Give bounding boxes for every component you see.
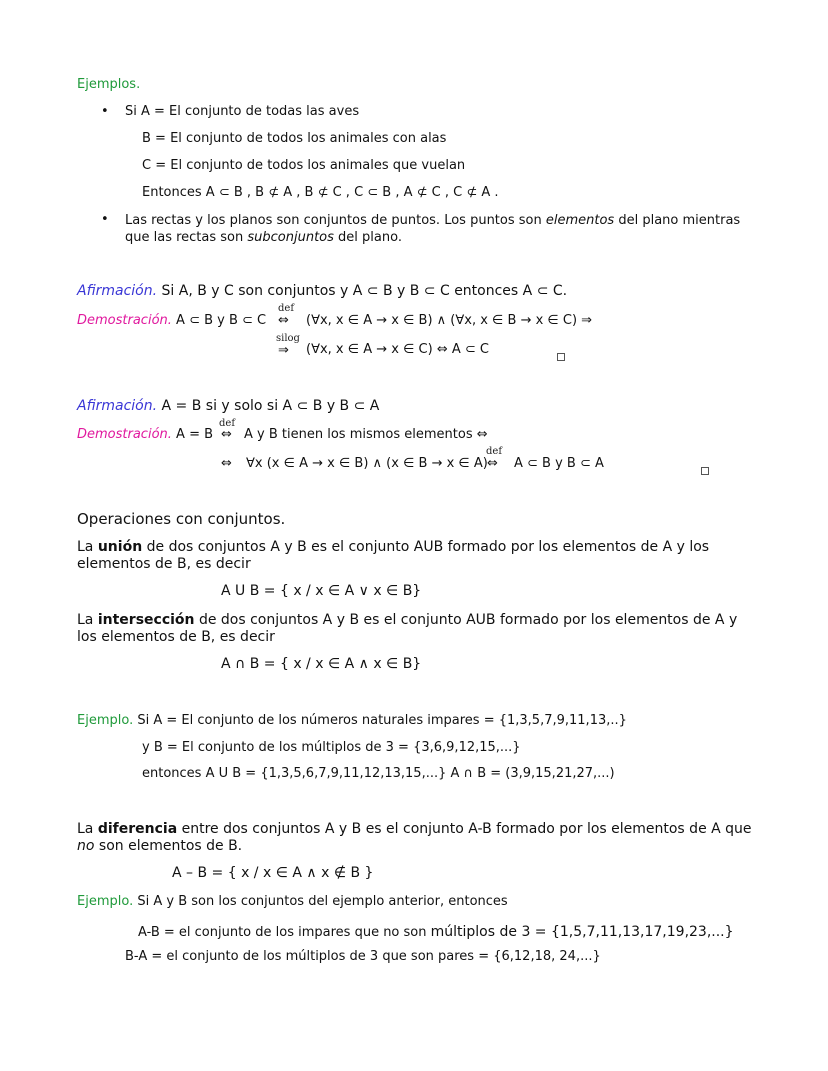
def-label-2: def bbox=[219, 418, 236, 429]
example-conclusion: Entonces A ⊂ B , B ⊄ A , B ⊄ C , C ⊂ B , A ⊄ C , C ⊄ A . bbox=[142, 185, 499, 200]
claim-2: Afirmación. A = B si y solo si A ⊂ B y B ⊂ A bbox=[77, 398, 380, 414]
proof-1-line-1: (∀x, x ∈ A → x ∈ B) ∧ (∀x, x ∈ B → x ∈ C) ⇒ bbox=[306, 313, 593, 328]
qed-2 bbox=[701, 460, 709, 479]
qed-1 bbox=[557, 346, 565, 365]
example-2-line-2: y B = El conjunto de los múltiplos de 3 = {3,6,9,12,15,...} bbox=[142, 740, 521, 755]
points-paragraph: Las rectas y los planos son conjuntos de puntos. Los puntos son elementos del plano mientras que las rectas son subconjuntos del plano. bbox=[125, 213, 741, 245]
example-3-label: Ejemplo. bbox=[77, 894, 134, 909]
example-2-label: Ejemplo. bbox=[77, 713, 134, 728]
implies-symbol: ⇒ bbox=[278, 343, 289, 358]
example-3-intro: Ejemplo. Si A y B son los conjuntos del ejemplo anterior, entonces bbox=[77, 894, 508, 909]
proof-1-line-2: (∀x, x ∈ A → x ∈ C) ⇔ A ⊂ C bbox=[306, 342, 489, 357]
example-line-c: C = El conjunto de todos los animales que vuelan bbox=[142, 158, 466, 173]
proof-2-start: Demostración. A = B bbox=[77, 427, 214, 442]
iff-symbol-3: ⇔ bbox=[221, 456, 232, 471]
def-label-1: def bbox=[278, 303, 295, 314]
examples-heading: Ejemplos. bbox=[77, 77, 141, 92]
intersection-definition: La intersección de dos conjuntos A y B es el conjunto AUB formado por los elementos de A y los elementos de B, es decir bbox=[77, 612, 738, 645]
bullet-2: • bbox=[101, 212, 109, 227]
claim-1-label: Afirmación. bbox=[77, 283, 158, 299]
proof-1-start: Demostración. A ⊂ B y B ⊂ C bbox=[77, 313, 267, 328]
union-formula: A U B = { x / x ∈ A ∨ x ∈ B} bbox=[221, 583, 422, 599]
proof-2-label: Demostración. bbox=[77, 427, 172, 442]
proof-2-conclusion: A ⊂ B y B ⊂ A bbox=[514, 456, 604, 471]
difference-formula: A – B = { x / x ∈ A ∧ x ∉ B } bbox=[172, 865, 374, 881]
example-2-line-1: Ejemplo. Si A = El conjunto de los números naturales impares = {1,3,5,7,9,11,13,..} bbox=[77, 713, 627, 728]
union-definition: La unión de dos conjuntos A y B es el conjunto AUB formado por los elementos de A y los elementos de B, es decir bbox=[77, 539, 710, 572]
iff-symbol-1: ⇔ bbox=[278, 313, 289, 328]
example-3-line-1: A-B = el conjunto de los impares que no son múltiplos de 3 = {1,5,7,11,13,17,19,23,...} bbox=[138, 924, 734, 940]
silog-label: silog bbox=[276, 333, 300, 344]
iff-symbol-4: ⇔ bbox=[487, 456, 498, 471]
intersection-formula: A ∩ B = { x / x ∈ A ∧ x ∈ B} bbox=[221, 656, 422, 672]
claim-1: Afirmación. Si A, B y C son conjuntos y A ⊂ B y B ⊂ C entonces A ⊂ C. bbox=[77, 283, 568, 299]
iff-symbol-2: ⇔ bbox=[221, 427, 232, 442]
proof-2-line-1: A y B tienen los mismos elementos ⇔ bbox=[244, 427, 488, 442]
example-line-a: Si A = El conjunto de todas las aves bbox=[125, 104, 360, 119]
bullet-1: • bbox=[101, 104, 109, 119]
operations-title: Operaciones con conjuntos. bbox=[77, 510, 286, 528]
claim-2-label: Afirmación. bbox=[77, 398, 158, 414]
proof-1-label: Demostración. bbox=[77, 313, 172, 328]
difference-definition: La diferencia entre dos conjuntos A y B es el conjunto A-B formado por los elementos de A que no son elementos de B. bbox=[77, 821, 752, 854]
example-line-b: B = El conjunto de todos los animales con alas bbox=[142, 131, 447, 146]
example-2-line-3: entonces A U B = {1,3,5,6,7,9,11,12,13,15,...} A ∩ B = (3,9,15,21,27,...) bbox=[142, 766, 615, 781]
example-3-line-2: B-A = el conjunto de los múltiplos de 3 que son pares = {6,12,18, 24,...} bbox=[125, 949, 601, 964]
proof-2-line-2: ∀x (x ∈ A → x ∈ B) ∧ (x ∈ B → x ∈ A) bbox=[246, 456, 488, 471]
def-label-3: def bbox=[486, 446, 503, 457]
